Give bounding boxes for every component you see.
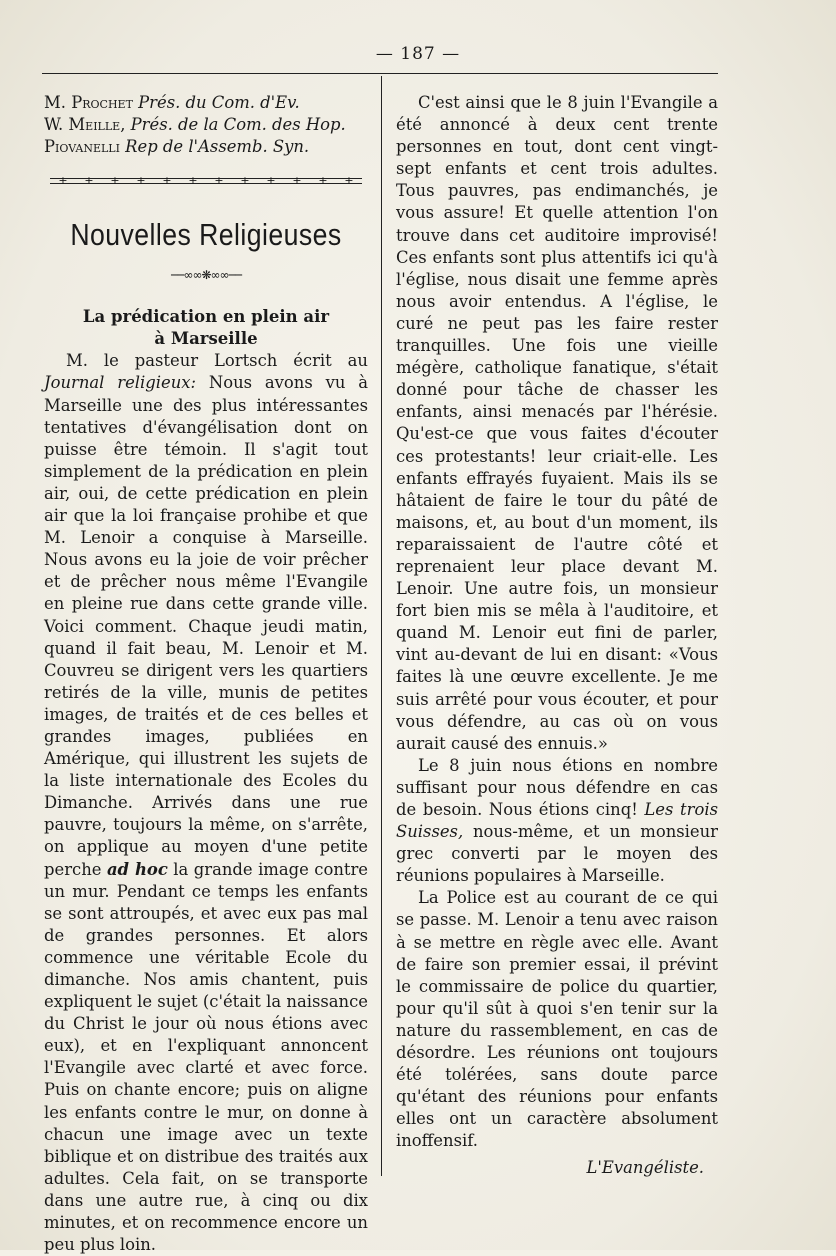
paragraph-text: la grande image contre un mur. Pendant ce temps les enfants se sont attroupés, et avec eux pas mal de grandes personnes. Et alors commence une véritable Ecole du dimanche. Nos amis chantent, puis expliquent le sujet (c'était la naissance du Christ le jour où nous étions avec eux), et en l'expliquant annoncent l'Evangile avec clarté et avec force. Puis on chante encore; puis on aligne les enfants contre le mur, on donne à chacun une image avec un texte biblique et on distribue des traités aux adultes. Cela fait, on se transporte dans une autre rue, à cinq ou dix minutes, et on recommence encore un peu plus loin. xyxy=(44,859,368,1255)
staff-name: M. Prochet xyxy=(44,93,133,112)
journal-name: Journal religieux: xyxy=(44,373,197,393)
column-divider xyxy=(381,76,382,1176)
article-paragraph xyxy=(396,755,718,888)
cross-ornament-icon: + + + + + + + + + + + + xyxy=(58,174,354,188)
article-paragraph xyxy=(44,350,368,1256)
paragraph-text: Nous avons vu à Marseille une des plus intéressantes tentatives d'évangélisation dont on puisse être témoin. Il s'agit tout simplement de la prédication en plein air, oui, de cette prédication en plein air que la loi française prohibe et que M. Lenoir a conquise à Marseille. Nous avons eu la joie de voir prêcher et de prêcher nous même l'Evangile en pleine rue dans cette grande ville. Voici comment. Chaque jeudi matin, quand il fait beau, M. Lenoir et M. Couvreu se dirigent vers les quartiers retirés de la ville, munis de petites images, de traités et de ces belles et grandes images, publiées en Amérique, qui illustrent les sujets de la liste internationale des Ecoles du Dimanche. Arrivés dans une rue pauvre, toujours la même, on s'arrête, on applique au moyen d'une petite perche xyxy=(44,373,368,879)
header-rule xyxy=(42,73,718,74)
paragraph-text: M. le pasteur Lortsch écrit au xyxy=(66,351,368,371)
signature: L'Evangéliste. xyxy=(586,1157,704,1177)
staff-name: Piovanelli xyxy=(44,137,120,157)
flourish-ornament-icon: ──∞∞❋∞∞── xyxy=(171,268,241,283)
group-name: Les trois Suisses, xyxy=(396,800,718,842)
latin-phrase: ad hoc xyxy=(106,859,168,879)
decorative-rule xyxy=(50,174,362,190)
page-number: — 187 — xyxy=(375,44,461,64)
article-title-line: La prédication en plein air xyxy=(82,307,330,327)
article-title-line: à Marseille xyxy=(154,329,258,349)
article-title xyxy=(44,306,368,350)
paragraph-text: Le 8 juin nous étions en nombre suffisant pour nous défendre en cas de besoin. Nous étions cinq! xyxy=(396,755,718,819)
staff-role: Rep de l'Assemb. Syn. xyxy=(125,137,310,157)
staff-line xyxy=(44,136,368,158)
staff-line xyxy=(44,114,368,136)
section-title: Nouvelles Religieuses xyxy=(70,217,342,253)
paragraph-text: nous-même, et un monsieur grec converti par le moyen des réunions populaires à Marseille. xyxy=(396,822,718,886)
article-paragraph: La Police est au courant de ce qui se passe. M. Lenoir a tenu avec raison à se mettre en règle avec elle. Avant de faire son premier essai, il prévint le commissaire de police du quartier, pour qu'il sût à quoi s'en tenir sur la nature du rassemblement, en cas de désordre. Les réunions ont toujours été tolérées, sans doute parce qu'étant des réunions pour enfants elles ont un caractère absolument inoffensif. xyxy=(396,888,718,1151)
staff-line xyxy=(44,92,368,114)
staff-role: Prés. du Com. d'Ev. xyxy=(138,93,300,112)
left-column xyxy=(44,92,368,1256)
right-column xyxy=(396,92,718,1179)
staff-name: W. Meille, xyxy=(44,115,126,135)
article-paragraph: C'est ainsi que le 8 juin l'Evangile a été annoncé à deux cent trente personnes en tout, dont cent vingt-sept enfants et cent trois adultes. Tous pauvres, pas endimanchés, je vous assure! Et quelle attention l'on trouve dans cet auditoire improvisé! Ces enfants sont plus attentifs ici qu'à l'église, nous disait une femme après nous avoir entendus. A l'église, le curé ne peut pas les faire rester tranquilles. Une fois une vieille mégère, catholique fanatique, s'était donné pour tâche de chasser les enfants, ainsi menacés par l'hérésie. Qu'est-ce que vous faites d'écouter ces protestants! leur criait-elle. Les enfants effrayés fuyaient. Mais ils se hâtaient de faire le tour du pâté de maisons, et, au bout d'un moment, ils reparaissaient de l'autre côté et reprenaient leur place devant M. Lenoir. Une autre fois, un monsieur fort bien mis se mêla à l'auditoire, et quand M. Lenoir eut fini de parler, vint au-devant de lui en disant: «Vous faites là une œuvre excellente. Je me suis arrêté pour vous écouter, et pour vous défendre, au cas où on vous aurait causé des ennuis.» xyxy=(396,93,718,753)
staff-role: Prés. de la Com. des Hop. xyxy=(130,115,346,135)
